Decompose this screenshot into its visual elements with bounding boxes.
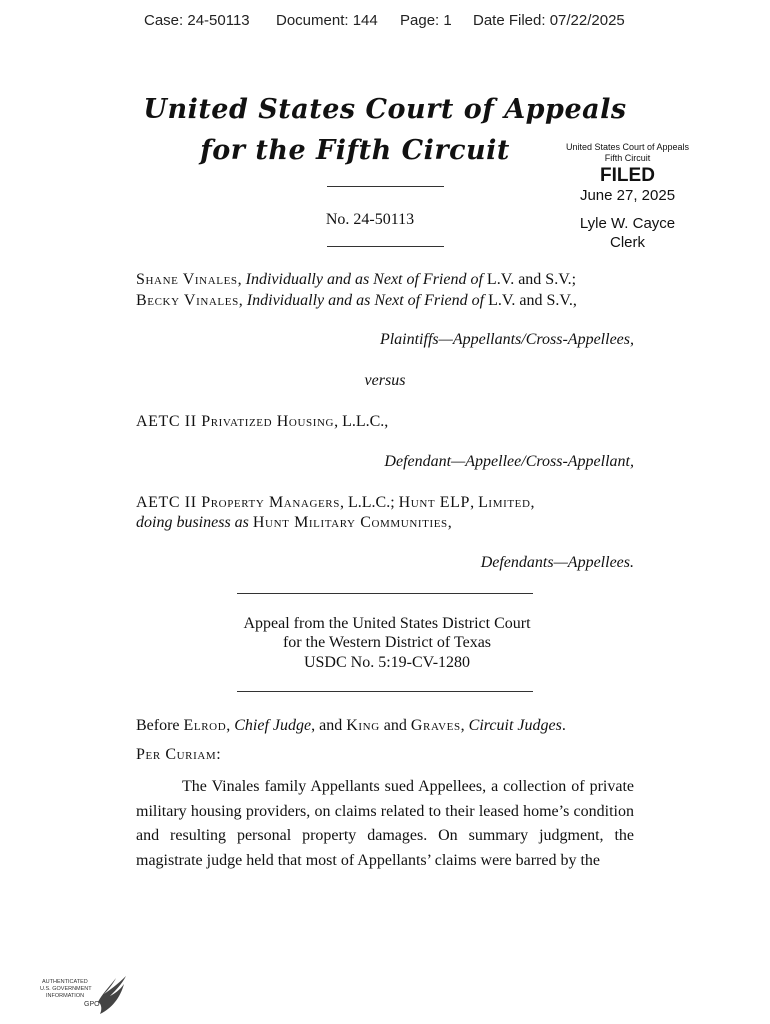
opinion-text: The Vinales family Appellants sued Appellees, a collection of private military housing providers, on claims related to their leased home’s condition and resulting personal property damages. On summary judgment, the magistrate judge held that most of Appellants’ claims were barred by the	[136, 778, 634, 869]
document-number-header: Document: 144	[276, 12, 378, 29]
appeal-divider-bottom	[237, 691, 533, 692]
appeal-divider-top	[237, 593, 533, 594]
and-label: and	[319, 717, 343, 734]
chief-judge-title: Chief Judge	[234, 717, 312, 734]
defendant-1-role: Defendant—Appellee/Cross-Appellant,	[384, 453, 634, 470]
case-number-header: Case: 24-50113	[144, 12, 250, 29]
defendant-2-name: AETC II Property Managers	[136, 494, 340, 511]
case-number: No. 24-50113	[325, 211, 415, 228]
plaintiff-2-capacity: Individually and as Next of Friend of	[246, 292, 485, 309]
seal-line-2: U.S. GOVERNMENT	[40, 986, 92, 992]
gpo-eagle-icon	[40, 974, 132, 1018]
plaintiff-1-minors: L.V. and S.V.;	[486, 271, 577, 288]
party-line-2: Becky Vinales, Individually and as Next of Friend of L.V. and S.V.,	[136, 292, 577, 309]
document-header	[0, 12, 770, 34]
judge-king: King	[346, 717, 380, 734]
plaintiff-2-minors: L.V. and S.V.,	[488, 292, 577, 309]
stamp-clerk-title: Clerk	[609, 234, 645, 251]
appeal-line-2: for the Western District of Texas	[282, 634, 492, 651]
plaintiff-1-capacity: Individually and as Next of Friend of	[245, 271, 483, 288]
circuit-judges-title: Circuit Judges	[468, 717, 562, 734]
opinion-paragraph	[136, 775, 634, 873]
plaintiff-2-name: Becky Vinales	[136, 292, 239, 309]
defendant-2-suffix: L.L.C.;	[347, 494, 395, 511]
panel-line: Before Elrod, Chief Judge, and King and Graves, Circuit Judges.	[136, 717, 566, 734]
judge-elrod: Elrod	[183, 717, 227, 734]
defendant-dba-line: doing business as Hunt Military Communities,	[136, 514, 452, 531]
and-label-2: and	[383, 717, 407, 734]
dba-label: doing business as	[136, 514, 249, 531]
per-curiam: Per Curiam:	[136, 746, 222, 763]
judge-graves: Graves	[410, 717, 461, 734]
defendant-1-line: AETC II Privatized Housing, L.L.C.,	[136, 413, 389, 430]
defendant-3-limited: Limited	[478, 494, 531, 511]
before-label: Before	[136, 717, 180, 734]
defendant-2-line: AETC II Property Managers, L.L.C.; Hunt ELP, Limited,	[136, 494, 535, 511]
title-divider-top	[327, 186, 444, 187]
date-filed-header: Date Filed: 07/22/2025	[473, 12, 625, 29]
versus: versus	[364, 372, 406, 389]
stamp-filed: FILED	[600, 165, 655, 186]
plaintiffs-role: Plaintiffs—Appellants/Cross-Appellees,	[379, 331, 634, 348]
appeal-line-3: USDC No. 5:19-CV-1280	[303, 654, 471, 671]
court-title-line1: United States Court of Appeals	[143, 94, 627, 125]
stamp-circuit: Fifth Circuit	[604, 153, 651, 163]
seal-line-1: AUTHENTICATED	[42, 979, 88, 985]
defendants-role: Defendants—Appellees.	[480, 554, 634, 571]
defendant-1-suffix: L.L.C.,	[342, 413, 389, 430]
page-number-header: Page: 1	[400, 12, 452, 29]
party-line-1: Shane Vinales, Individually and as Next of Friend of L.V. and S.V.;	[136, 271, 577, 288]
seal-line-3: INFORMATION	[46, 993, 85, 999]
stamp-clerk-name: Lyle W. Cayce	[579, 215, 676, 232]
defendant-3-name: Hunt ELP	[398, 494, 471, 511]
seal-line-4: GPO	[84, 1001, 100, 1008]
appeal-line-1: Appeal from the United States District Court	[243, 615, 531, 632]
court-title-line2: for the Fifth Circuit	[200, 135, 510, 166]
dba-name: Hunt Military Communities	[252, 514, 448, 531]
stamp-court: United States Court of Appeals	[565, 142, 690, 152]
title-divider-bottom	[327, 246, 444, 247]
stamp-date: June 27, 2025	[579, 187, 676, 204]
gpo-authentication-seal	[40, 974, 132, 1018]
plaintiff-1-name: Shane Vinales	[136, 271, 238, 288]
defendant-1-name: AETC II Privatized Housing	[136, 413, 335, 430]
